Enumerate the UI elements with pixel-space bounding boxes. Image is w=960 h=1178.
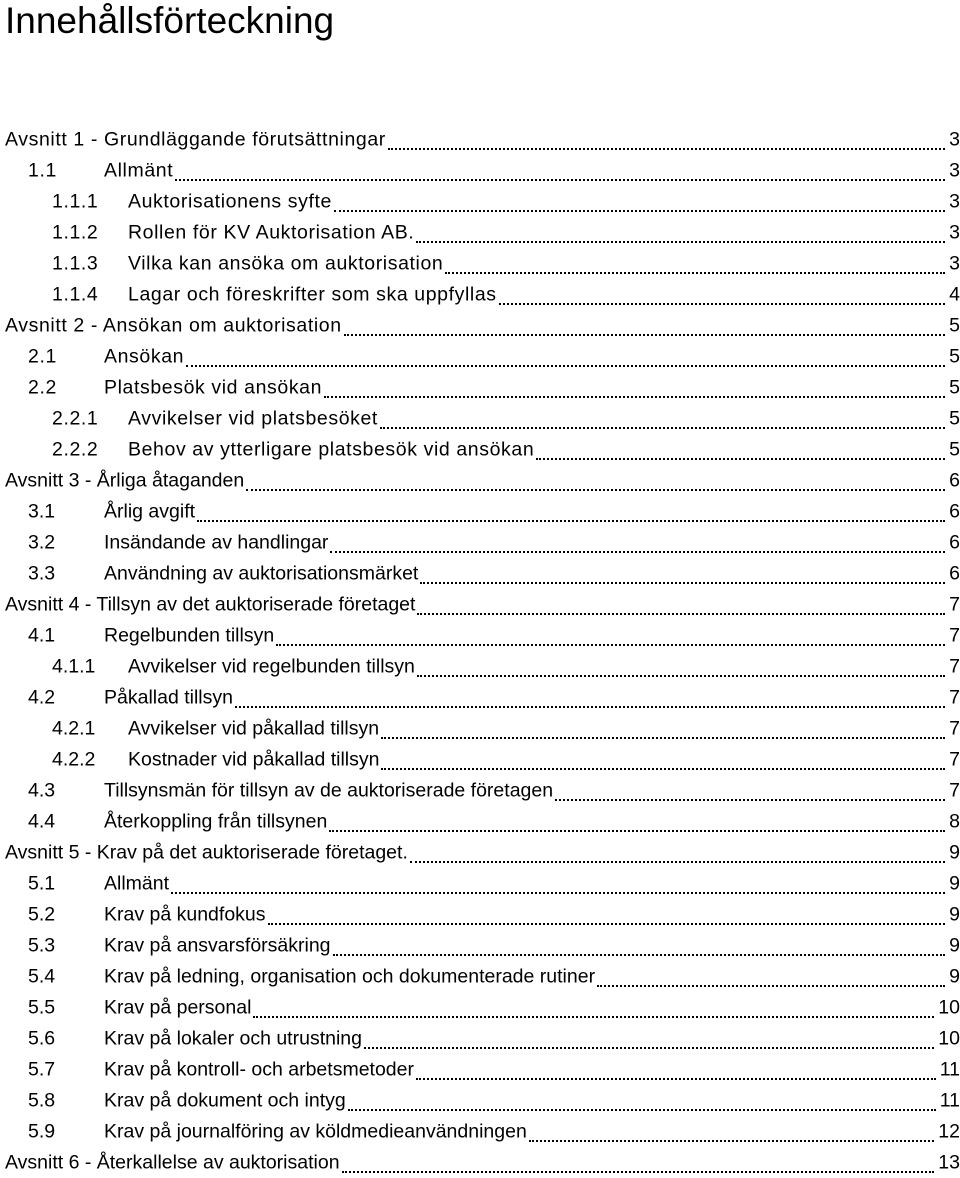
toc-entry[interactable]	[0, 465, 960, 496]
toc-entry-title: Krav på ansvarsförsäkring	[104, 934, 331, 956]
toc-entry-page-number: 9	[949, 965, 960, 987]
toc-entry[interactable]	[0, 806, 960, 837]
toc-entry-title: Avsnitt 2 - Ansökan om auktorisation	[5, 314, 342, 336]
toc-entry-title: Avvikelser vid påkallad tillsyn	[128, 717, 380, 739]
toc-entry-number: 4.2	[28, 686, 56, 708]
toc-entry-title: Krav på journalföring av köldmedieanvändningen	[104, 1120, 527, 1142]
toc-entry[interactable]	[0, 310, 960, 341]
toc-entry-number: 2.2	[28, 376, 57, 398]
toc-entry[interactable]	[0, 248, 960, 279]
toc-dot-leader	[344, 334, 945, 336]
toc-entry-page-number: 4	[949, 283, 960, 305]
toc-dot-leader	[276, 644, 945, 646]
toc-entry[interactable]	[0, 682, 960, 713]
toc-entry-title: Auktorisationens syfte	[128, 190, 332, 212]
toc-entry-page-number: 3	[949, 221, 960, 243]
toc-entry[interactable]	[0, 1054, 960, 1085]
toc-dot-leader	[330, 551, 945, 553]
toc-entry[interactable]	[0, 1023, 960, 1054]
toc-entry[interactable]	[0, 1116, 960, 1147]
toc-entry-page-number: 7	[949, 655, 960, 677]
toc-entry-number: 3.3	[28, 562, 56, 584]
toc-entry-title: Platsbesök vid ansökan	[104, 376, 323, 398]
toc-entry-number: 5.3	[28, 934, 56, 956]
toc-dot-leader	[445, 272, 945, 274]
toc-entry-page-number: 8	[949, 810, 960, 832]
toc-entry-number: 5.1	[28, 872, 56, 894]
toc-entry-title: Krav på dokument och intyg	[104, 1089, 346, 1111]
toc-entry-number: 1.1.4	[52, 283, 99, 305]
toc-entry-title: Avsnitt 5 - Krav på det auktoriserade företaget.	[5, 841, 408, 863]
toc-entry-number: 1.1.2	[52, 221, 99, 243]
toc-entry-number: 1.1	[28, 159, 57, 181]
toc-entry[interactable]	[0, 279, 960, 310]
toc-entry-title: Krav på kundfokus	[104, 903, 266, 925]
toc-entry-number: 4.2.2	[52, 748, 96, 770]
toc-entry-page-number: 3	[949, 190, 960, 212]
toc-entry[interactable]	[0, 124, 960, 155]
toc-entry-page-number: 13	[938, 1151, 960, 1173]
toc-entry-number: 1.1.1	[52, 190, 99, 212]
toc-entry-title: Vilka kan ansöka om auktorisation	[128, 252, 444, 274]
toc-entry-title: Avsnitt 6 - Återkallelse av auktorisation	[5, 1151, 340, 1173]
toc-entry[interactable]	[0, 403, 960, 434]
toc-entry-number: 5.4	[28, 965, 56, 987]
toc-dot-leader	[171, 892, 945, 894]
toc-dot-leader	[417, 613, 945, 615]
toc-entry-number: 5.7	[28, 1058, 56, 1080]
toc-entry[interactable]	[0, 992, 960, 1023]
toc-entry[interactable]	[0, 775, 960, 806]
toc-entry[interactable]	[0, 899, 960, 930]
toc-entry-page-number: 10	[938, 996, 960, 1018]
toc-entry-number: 2.1	[28, 345, 57, 367]
toc-entry-title: Avsnitt 4 - Tillsyn av det auktoriserade företaget	[5, 593, 416, 615]
toc-entry-page-number: 6	[949, 562, 960, 584]
toc-dot-leader	[268, 923, 946, 925]
toc-entry-page-number: 3	[949, 159, 960, 181]
toc-entry-page-number: 10	[938, 1027, 960, 1049]
page-title: Innehållsförteckning	[5, 0, 335, 41]
toc-entry-title: Regelbunden tillsyn	[104, 624, 275, 646]
toc-entry-page-number: 5	[949, 438, 960, 460]
toc-dot-leader	[597, 985, 945, 987]
toc-entry-page-number: 6	[949, 500, 960, 522]
toc-entry-number: 2.2.2	[52, 438, 99, 460]
toc-entry[interactable]	[0, 496, 960, 527]
toc-entry-page-number: 7	[949, 624, 960, 646]
toc-dot-leader	[381, 768, 945, 770]
toc-dot-leader	[416, 1078, 936, 1080]
toc-entry-number: 4.4	[28, 810, 56, 832]
toc-entry-page-number: 11	[939, 1058, 960, 1080]
toc-entry-title: Påkallad tillsyn	[104, 686, 233, 708]
toc-dot-leader	[381, 737, 945, 739]
toc-entry-number: 4.3	[28, 779, 56, 801]
toc-entry-number: 5.2	[28, 903, 56, 925]
toc-entry[interactable]	[0, 837, 960, 868]
toc-entry-title: Krav på kontroll- och arbetsmetoder	[104, 1058, 414, 1080]
toc-entry[interactable]	[0, 217, 960, 248]
toc-dot-leader	[253, 1016, 934, 1018]
toc-dot-leader	[186, 365, 945, 367]
toc-entry[interactable]	[0, 651, 960, 682]
toc-entry-page-number: 7	[949, 686, 960, 708]
toc-entry-page-number: 12	[938, 1120, 960, 1142]
toc-entry-page-number: 7	[949, 748, 960, 770]
toc-entry-title: Kostnader vid påkallad tillsyn	[128, 748, 380, 770]
toc-entry-title: Ansökan	[104, 345, 185, 367]
toc-dot-leader	[197, 520, 945, 522]
toc-entry-title: Avsnitt 3 - Årliga åtaganden	[5, 469, 245, 491]
toc-entry[interactable]	[0, 558, 960, 589]
toc-entry-page-number: 9	[949, 903, 960, 925]
toc-entry-title: Allmänt	[104, 159, 174, 181]
toc-entry-number: 3.1	[28, 500, 56, 522]
toc-entry[interactable]	[0, 744, 960, 775]
toc-entry-title: Årlig avgift	[104, 500, 196, 522]
toc-entry-title: Återkoppling från tillsynen	[104, 810, 328, 832]
toc-entry-number: 5.6	[28, 1027, 56, 1049]
toc-entry-page-number: 5	[949, 407, 960, 429]
toc-entry-page-number: 9	[949, 872, 960, 894]
toc-entry-number: 5.5	[28, 996, 56, 1018]
toc-dot-leader	[364, 1047, 934, 1049]
toc-entry-page-number: 5	[949, 345, 960, 367]
toc-dot-leader	[334, 210, 945, 212]
toc-entry-page-number: 7	[949, 779, 960, 801]
toc-entry-page-number: 6	[949, 469, 960, 491]
toc-dot-leader	[324, 396, 945, 398]
table-of-contents	[0, 124, 960, 1178]
toc-entry-number: 4.2.1	[52, 717, 96, 739]
toc-entry-title: Avvikelser vid platsbesöket	[128, 407, 378, 429]
toc-entry[interactable]	[0, 527, 960, 558]
toc-entry-page-number: 7	[949, 593, 960, 615]
toc-entry-page-number: 3	[949, 128, 960, 150]
toc-entry-title: Krav på lokaler och utrustning	[104, 1027, 362, 1049]
toc-entry-number: 5.8	[28, 1089, 56, 1111]
toc-dot-leader	[380, 427, 945, 429]
toc-dot-leader	[175, 179, 945, 181]
toc-dot-leader	[333, 954, 946, 956]
toc-entry-number: 2.2.1	[52, 407, 99, 429]
toc-entry-title: Krav på personal	[104, 996, 252, 1018]
toc-dot-leader	[417, 675, 945, 677]
toc-entry-number: 3.2	[28, 531, 56, 553]
toc-entry[interactable]	[0, 868, 960, 899]
toc-entry[interactable]	[0, 1085, 960, 1116]
toc-entry-title: Krav på ledning, organisation och dokumenterade rutiner	[104, 965, 596, 987]
toc-dot-leader	[536, 458, 945, 460]
toc-entry-page-number: 6	[949, 531, 960, 553]
toc-entry[interactable]	[0, 589, 960, 620]
toc-entry[interactable]	[0, 341, 960, 372]
toc-entry-title: Behov av ytterligare platsbesök vid ansökan	[128, 438, 535, 460]
toc-dot-leader	[529, 1140, 935, 1142]
toc-entry-title: Användning av auktorisationsmärket	[104, 562, 419, 584]
toc-entry-number: 5.9	[28, 1120, 56, 1142]
toc-entry-page-number: 9	[949, 934, 960, 956]
toc-entry[interactable]	[0, 186, 960, 217]
toc-entry-number: 1.1.3	[52, 252, 99, 274]
toc-dot-leader	[499, 303, 945, 305]
toc-entry-page-number: 11	[939, 1089, 960, 1111]
toc-entry[interactable]	[0, 155, 960, 186]
toc-entry[interactable]	[0, 620, 960, 651]
toc-dot-leader	[235, 706, 945, 708]
toc-entry[interactable]	[0, 930, 960, 961]
toc-dot-leader	[416, 241, 945, 243]
toc-dot-leader	[348, 1109, 936, 1111]
toc-entry-title: Allmänt	[104, 872, 170, 894]
toc-entry-title: Tillsynsmän för tillsyn av de auktoriserade företagen	[104, 779, 554, 801]
toc-entry[interactable]	[0, 372, 960, 403]
toc-entry-title: Rollen för KV Auktorisation AB.	[128, 221, 415, 243]
toc-entry-page-number: 9	[949, 841, 960, 863]
toc-dot-leader	[246, 489, 945, 491]
toc-entry-number: 4.1	[28, 624, 56, 646]
toc-entry-title: Avsnitt 1 - Grundläggande förutsättningar	[5, 128, 386, 150]
toc-dot-leader	[555, 799, 945, 801]
toc-dot-leader	[329, 830, 945, 832]
toc-entry-number: 4.1.1	[52, 655, 96, 677]
toc-dot-leader	[410, 861, 945, 863]
toc-entry-page-number: 3	[949, 252, 960, 274]
toc-entry-title: Insändande av handlingar	[104, 531, 329, 553]
toc-entry[interactable]	[0, 961, 960, 992]
toc-entry-title: Avvikelser vid regelbunden tillsyn	[128, 655, 415, 677]
toc-entry-page-number: 5	[949, 376, 960, 398]
toc-entry-title: Lagar och föreskrifter som ska uppfyllas	[128, 283, 497, 305]
toc-dot-leader	[420, 582, 945, 584]
toc-entry-page-number: 5	[949, 314, 960, 336]
toc-entry[interactable]	[0, 434, 960, 465]
toc-entry-page-number: 7	[949, 717, 960, 739]
toc-entry[interactable]	[0, 1147, 960, 1178]
toc-dot-leader	[388, 148, 945, 150]
toc-entry[interactable]	[0, 713, 960, 744]
